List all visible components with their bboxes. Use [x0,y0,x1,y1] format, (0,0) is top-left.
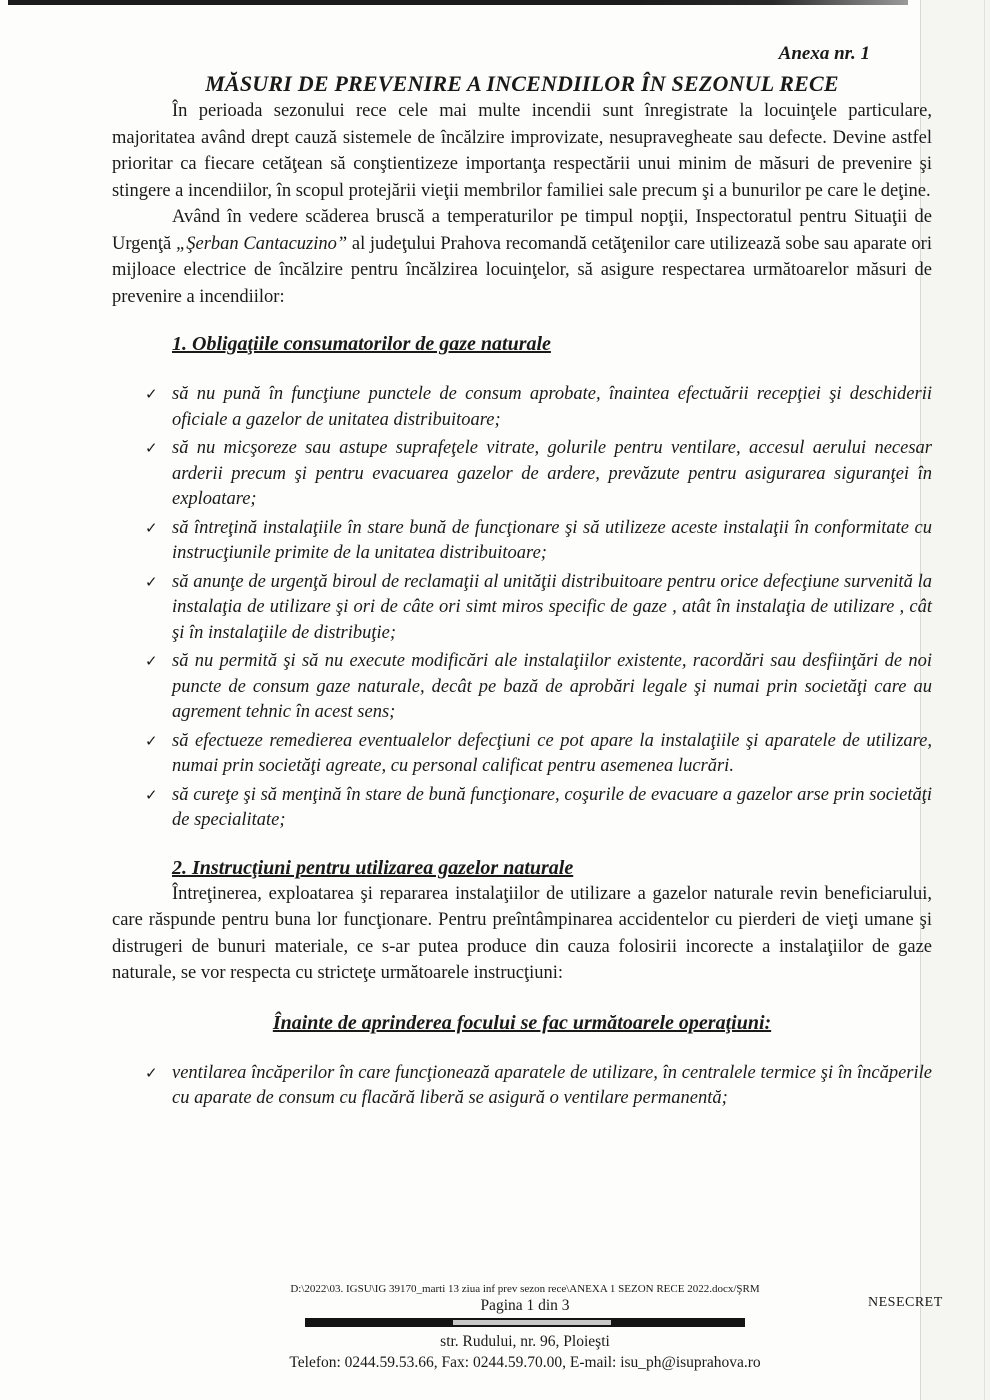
section-1-heading: 1. Obligaţiile consumatorilor de gaze naturale [172,333,551,355]
list-item [145,729,932,780]
check-bullet-icon: ✓ [145,1065,158,1082]
check-bullet-icon: ✓ [145,520,158,537]
list-item [145,1061,932,1112]
list-item-text: să anunţe de urgenţă biroul de reclamaţii al unităţii distribuitoare pentru orice defecţiune survenită la instalaţia de utilizare şi ori de câte ori simt miros specific de gaze , atât în instalaţia de utilizare , cât şi în instalaţiile de distribuţie; [172,571,932,643]
quoted-institution-name: „Şerban Cantacuzino” [175,233,348,254]
page-title: MĂSURI DE PREVENIRE A INCENDIILOR ÎN SEZONUL RECE [205,71,839,96]
list-item-text: ventilarea încăperilor în care funcţionează aparatele de utilizare, în centralele termice şi în încăperile cu aparate de consum cu flacără liberă se asigură o ventilare permanentă; [172,1062,932,1108]
list-item [145,436,932,513]
footer-divider-bar-highlight [453,1320,611,1325]
list-item-text: să cureţe şi să menţină în stare de bună funcţionare, coşurile de evacuare a gazelor arse prin societăţi de specialitate; [172,784,932,830]
top-scan-artifact-bar [8,0,908,5]
intro-paragraph-1: În perioada sezonului rece cele mai multe incendii sunt înregistrate la locuinţele particulare, majoritatea având drept cauză sistemele de încălzire improvizate, nesupravegheate sau defecte. Devine astfel prioritar ca fiecare cetăţean să conştientizeze importanţa respectării unui minim de măsuri de prevenire şi stingere a incendiilor, în scopul protejării vieţii membrilor familiei sale precum şi a bunurilor pe care le deţine. [112,101,932,201]
list-item-text: să nu pună în funcţiune punctele de consum aprobate, înaintea efectuării recepţiei şi deschiderii oficiale a gazelor de unitatea distribuitoare; [172,384,932,430]
footer-center-block [240,1282,810,1315]
page-edge-line [984,0,985,1400]
footer-file-path: D:\2022\03. IGSU\IG 39170_marti 13 ziua inf prev sezon rece\ANEXA 1 SEZON RECE 2022.docx/ŞRM [290,1283,760,1295]
list-item-text: să nu permită şi să nu execute modificări ale instalaţiilor existente, racordări sau desfiinţări de noi puncte de consum gaze naturale, decât pe bază de aprobări legale şi numai prin societăţi care au agrement tehnic în acest sens; [172,651,932,722]
intro-paragraph-2-continuation: al judeţului Prahova recomandă cetăţenilor care utilizează sobe sau aparate ori mijloace electrice de încălzire pentru încălzirea locuinţelor, să asigure respectarea următoarelor măsuri de prevenire a incendiilor: [112,233,932,307]
annex-label: Anexa nr. 1 [778,43,870,64]
before-fire-heading: Înainte de aprinderea focului se fac următoarele operaţiuni: [272,1011,772,1034]
section-2-paragraph: Întreţinerea, exploatarea şi repararea instalaţiilor de utilizare a gazelor naturale revin beneficiarului, care răspunde pentru buna lor funcţionare. Pentru preîntâmpinarea accidentelor cu pierderi de vieţi umane şi distrugeri de bunuri materiale, ce s-ar putea produce din cauza folosirii incorecte a instalaţiilor de gaze naturale, se vor respecta cu stricteţe următoarele instrucţiuni: [112,883,932,983]
list-item [145,570,932,647]
list-item-text: să nu micşoreze sau astupe suprafeţele vitrate, golurile pentru ventilare, accesul aerului necesar arderii precum şi pentru evacuarea gazelor de ardere, prevăzute pentru asigurarea siguranţei în exploatare; [172,438,932,509]
list-item [145,382,932,433]
footer-page-number: Pagina 1 din 3 [480,1297,570,1314]
check-bullet-icon: ✓ [145,654,158,670]
list-item-text: să efectueze remedierea eventualelor defecţiuni ce pot apare la instalaţiile şi aparatele de utilizare, numai prin societăţi agreate, cu personal calificat pentru asemenea lucrări. [172,730,932,776]
footer-divider-bar [305,1318,745,1327]
intro-paragraph-2-text: Având în vedere scăderea bruscă a temperaturilor pe timpul nopţii, Inspectoratul pentru Situaţii de Urgenţă [112,207,932,254]
check-bullet-icon: ✓ [145,574,158,591]
footer-contact-line: Telefon: 0244.59.53.66, Fax: 0244.59.70.00, E-mail: isu_ph@isuprahova.ro [289,1354,761,1371]
check-bullet-icon: ✓ [145,787,158,804]
list-item-text: să întreţină instalaţiile în stare bună de funcţionare şi să utilizeze aceste instalaţii în conformitate cu instrucţiunile primite de la unitatea distribuitoare; [172,517,932,563]
section-2-heading: 2. Instrucţiuni pentru utilizarea gazelor naturale [172,856,574,879]
check-bullet-icon: ✓ [145,441,158,457]
check-bullet-icon: ✓ [145,387,158,403]
classification-label: NESECRET [868,1295,943,1310]
check-bullet-icon: ✓ [145,733,158,750]
before-fire-list [112,1061,932,1112]
footer-contact-block [240,1331,810,1373]
list-item [145,649,932,726]
list-item [145,516,932,567]
section-1-list [112,382,932,834]
footer-address-line: str. Rudului, nr. 96, Ploieşti [440,1333,610,1350]
document-content [112,42,932,1115]
intro-paragraph-2 [112,204,932,310]
list-item [145,783,932,834]
